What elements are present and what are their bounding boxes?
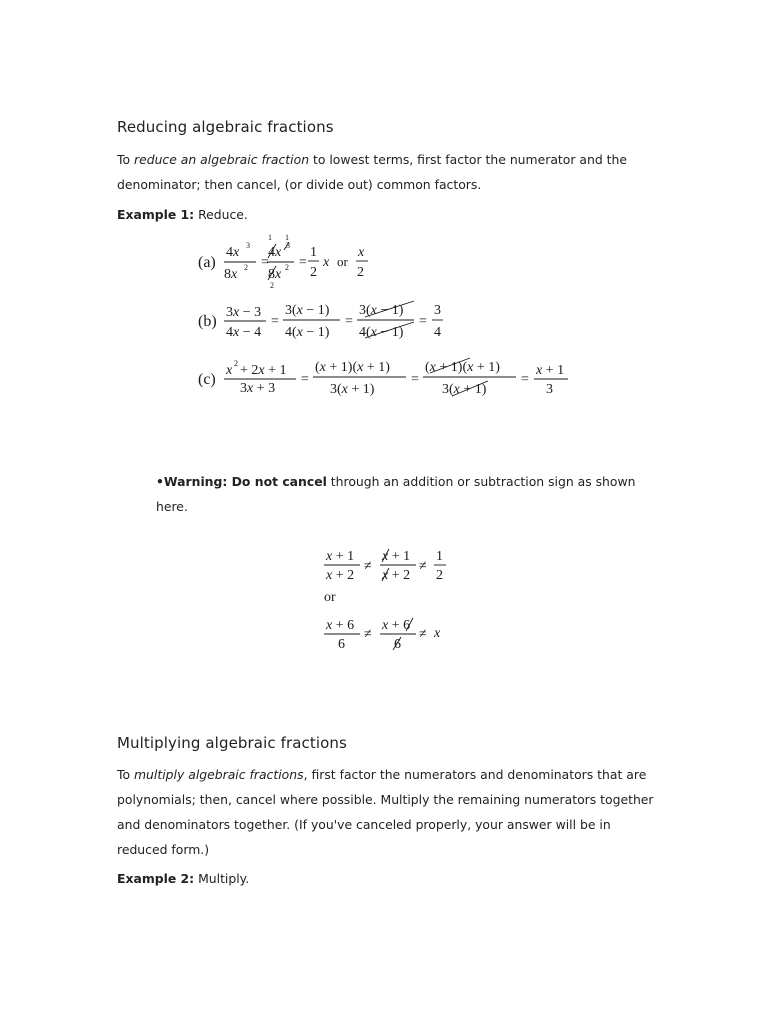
equation-c-label: (c): [198, 371, 216, 388]
svg-text:6: 6: [394, 637, 401, 652]
svg-text:x: x: [226, 363, 233, 378]
warning-equations: [318, 540, 478, 652]
multiply-intro-term: multiply algebraic fractions: [133, 767, 304, 782]
svg-text:1: 1: [268, 233, 272, 242]
svg-text:2: 2: [310, 265, 317, 280]
svg-text:3x + 3: 3x + 3: [240, 381, 276, 396]
svg-text:6: 6: [338, 637, 345, 652]
warning-label: Warning: Do not cancel: [163, 474, 327, 489]
svg-text:4: 4: [434, 325, 441, 340]
svg-text:x + 6: x + 6: [326, 618, 355, 633]
svg-text:4x − 4: 4x − 4: [226, 325, 262, 340]
svg-text:=: =: [345, 314, 353, 329]
svg-text:1: 1: [310, 245, 317, 260]
svg-text:≠: ≠: [419, 627, 427, 642]
reduce-intro-term: reduce an algebraic fraction: [133, 152, 310, 167]
example-1-equations: [190, 228, 590, 408]
reduce-intro-pre: To: [117, 152, 134, 167]
example-1-line: [117, 202, 657, 227]
warning-paragraph: [156, 469, 656, 519]
svg-text:x: x: [434, 626, 441, 641]
example-2-text: Multiply.: [194, 871, 250, 886]
reduce-intro-paragraph: [117, 147, 657, 197]
svg-text:4(x − 1): 4(x − 1): [359, 325, 404, 340]
svg-text:2: 2: [244, 263, 248, 272]
svg-text:≠: ≠: [419, 559, 427, 574]
svg-text:3(x + 1): 3(x + 1): [330, 382, 375, 397]
multiply-intro-paragraph: [117, 762, 677, 862]
example-1-text: Reduce.: [194, 207, 248, 222]
svg-text:2: 2: [270, 281, 274, 290]
svg-text:x: x: [358, 245, 365, 260]
svg-text:4(x − 1): 4(x − 1): [285, 325, 330, 340]
equation-b: [198, 301, 443, 340]
svg-text:2: 2: [234, 359, 238, 368]
warning-text: through an addition or subtraction sign as shown: [326, 474, 636, 489]
warning-bullet: •: [156, 474, 164, 489]
multiply-intro-post: , first factor the numerators and denominators that are: [303, 767, 647, 782]
svg-text:3: 3: [246, 241, 250, 250]
equation-b-label: (b): [198, 313, 217, 330]
svg-text:=: =: [411, 372, 419, 387]
example-2-line: [117, 866, 657, 891]
svg-text:x + 1: x + 1: [536, 363, 565, 378]
svg-text:4x: 4x: [268, 245, 282, 260]
svg-text:x: x: [323, 255, 330, 270]
multiply-intro-pre: To: [117, 767, 134, 782]
example-2-label: Example 2:: [117, 871, 195, 886]
svg-text:8x: 8x: [268, 267, 282, 282]
svg-text:x + 2: x + 2: [326, 568, 355, 583]
equation-a-label: (a): [198, 254, 216, 271]
svg-text:x + 6: x + 6: [382, 618, 411, 633]
equation-a: [198, 233, 368, 290]
svg-text:3: 3: [286, 241, 290, 250]
svg-text:=: =: [271, 314, 279, 329]
svg-text:2: 2: [285, 263, 289, 272]
multiply-intro-line2: polynomials; then, cancel where possible. Multiply the remaining numerators together: [117, 792, 654, 807]
svg-text:3(x − 1): 3(x − 1): [285, 303, 330, 318]
svg-text:≠: ≠: [364, 627, 372, 642]
svg-text:x + 1: x + 1: [382, 549, 411, 564]
multiply-intro-line4: reduced form.): [117, 842, 210, 857]
svg-text:2: 2: [436, 568, 443, 583]
svg-text:3: 3: [434, 303, 441, 318]
reduce-intro-line2: denominator; then cancel, (or divide out) common factors.: [117, 177, 482, 192]
svg-text:=: =: [301, 372, 309, 387]
svg-text:≠: ≠: [364, 559, 372, 574]
multiply-intro-line3: and denominators together. (If you've canceled properly, your answer will be in: [117, 817, 611, 832]
svg-text:3x − 3: 3x − 3: [226, 305, 262, 320]
svg-text:=: =: [261, 255, 269, 270]
reduce-intro-post: to lowest terms, first factor the numerator and the: [309, 152, 627, 167]
svg-text:8x: 8x: [224, 267, 238, 282]
svg-text:x + 2: x + 2: [382, 568, 411, 583]
svg-text:=: =: [299, 255, 307, 270]
example-1-label: Example 1:: [117, 207, 195, 222]
warning-example-1: [324, 549, 446, 583]
svg-text:x + 1: x + 1: [326, 549, 355, 564]
svg-text:3(x − 1): 3(x − 1): [359, 303, 404, 318]
section-title-reducing: Reducing algebraic fractions: [117, 118, 334, 136]
warning-or: or: [324, 590, 336, 605]
svg-text:2: 2: [357, 265, 364, 280]
svg-text:1: 1: [285, 233, 289, 242]
section-title-multiplying: Multiplying algebraic fractions: [117, 734, 347, 752]
svg-text:(x + 1)(x + 1): (x + 1)(x + 1): [425, 360, 500, 375]
equation-c: [198, 358, 568, 397]
svg-text:=: =: [521, 372, 529, 387]
svg-text:+ 2x + 1: + 2x + 1: [240, 363, 287, 378]
svg-text:4x: 4x: [226, 245, 240, 260]
svg-text:(x + 1)(x + 1): (x + 1)(x + 1): [315, 360, 390, 375]
svg-text:3: 3: [546, 382, 553, 397]
equation-a-or: or: [337, 254, 348, 269]
warning-example-2: [324, 618, 441, 652]
svg-text:1: 1: [436, 549, 443, 564]
svg-text:=: =: [419, 314, 427, 329]
warning-line2: here.: [156, 499, 188, 514]
svg-text:3(x + 1): 3(x + 1): [442, 382, 487, 397]
